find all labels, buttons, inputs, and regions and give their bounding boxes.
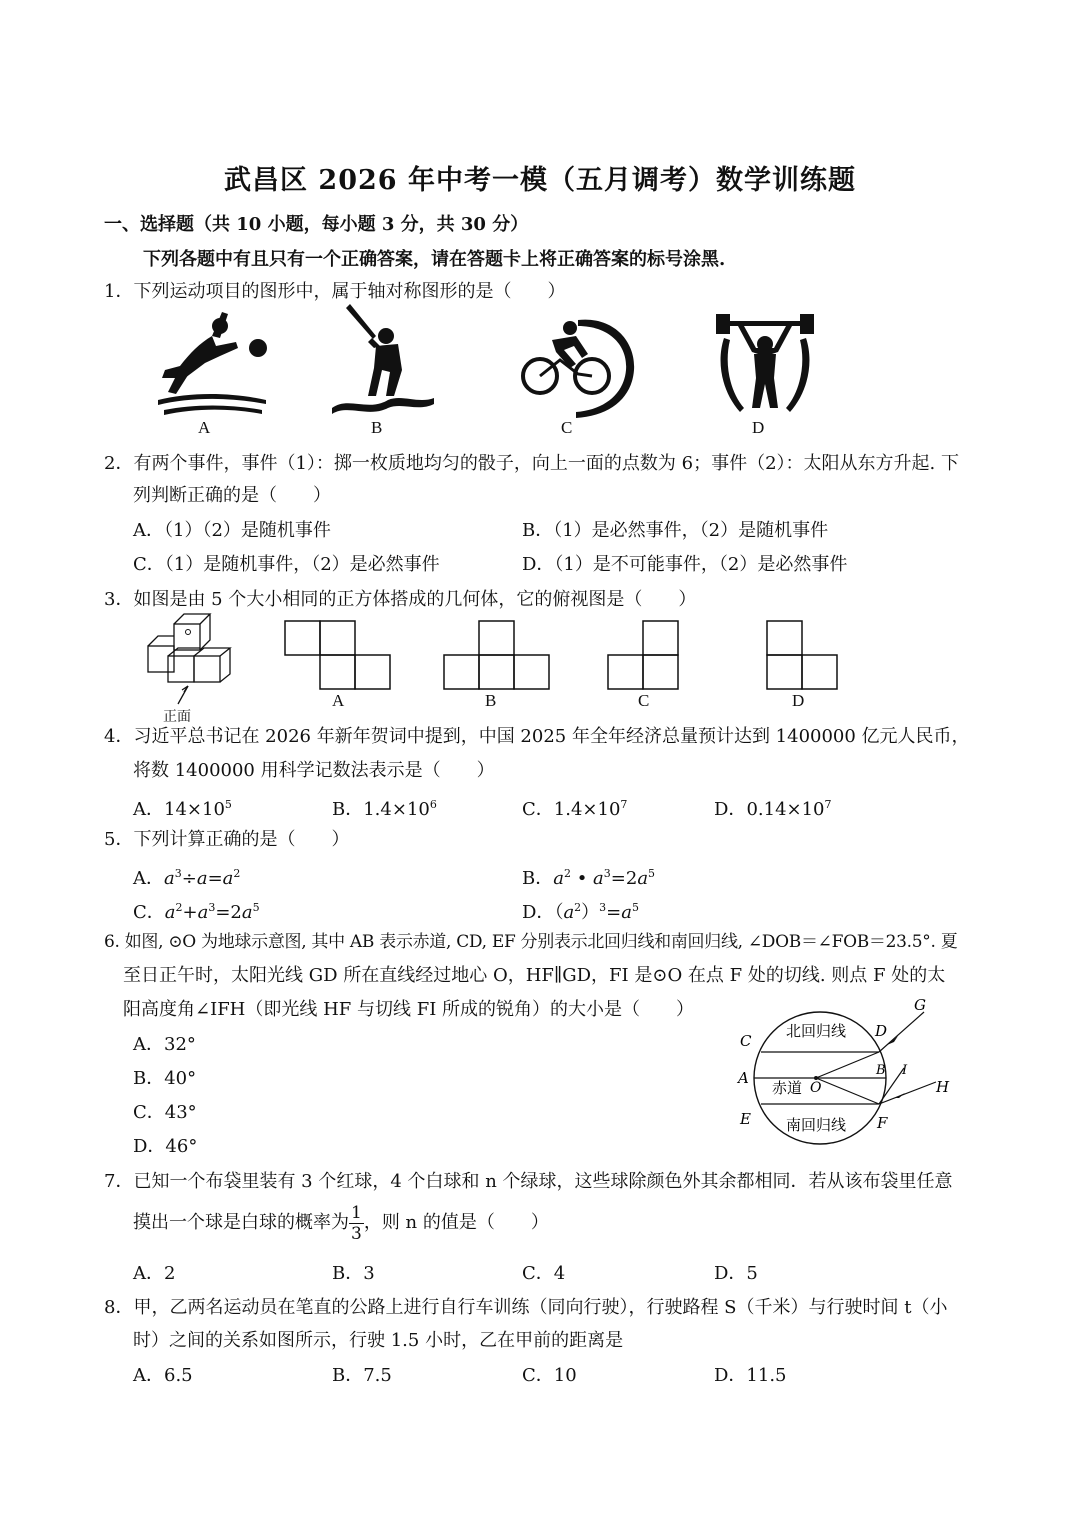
q3-label-b: B bbox=[485, 691, 497, 710]
q4-line1: 4．习近平总书记在 2026 年新年贺词中提到，中国 2025 年全年经济总量预计达到 1400000 亿元人民币， bbox=[104, 726, 970, 747]
q2-line2: 列判断正确的是（ ） bbox=[133, 485, 331, 506]
q7-option-c: C．4 bbox=[522, 1263, 566, 1284]
q6-line1: 6. 如图, ⊙O 为地球示意图, 其中 AB 表示赤道, CD, EF 分别表示北回归线和南回归线, ∠DOB＝∠FOB＝23.5°. 夏 bbox=[104, 932, 958, 952]
q4-option-d: D．$0.14\times 10^7$ bbox=[714, 798, 832, 820]
q3-text: 3．如图是由 5 个大小相同的正方体搭成的几何体，它的俯视图是（ ） bbox=[104, 589, 697, 610]
page-title: 武昌区 2026 年中考一模（五月调考）数学训练题 bbox=[224, 165, 856, 196]
q7-line1: 7．已知一个布袋里装有 3 个红球，4 个白球和 n 个绿球，这些球除颜色外其余都相同．若从该布袋里任意 bbox=[104, 1171, 953, 1192]
q1-text: 1．下列运动项目的图形中，属于轴对称图形的是（ ） bbox=[104, 281, 566, 302]
tropic-capricorn-label: 南回归线 bbox=[786, 1116, 847, 1134]
q8-line2: 时）之间的关系如图所示，行驶 1.5 小时，乙在甲前的距离是 bbox=[133, 1330, 624, 1351]
q7-option-d: D．5 bbox=[714, 1263, 758, 1284]
q6-option-b: B．40° bbox=[133, 1068, 197, 1089]
tropic-cancer-label: 北回归线 bbox=[786, 1022, 847, 1040]
q8-option-a: A．6.5 bbox=[133, 1365, 193, 1386]
point-d-label: D bbox=[875, 1022, 888, 1040]
q5-option-c: C．$a^2+a^3=2a^5$ bbox=[133, 901, 260, 923]
q7-option-a: A．2 bbox=[133, 1263, 176, 1284]
q2-option-a: A．（1）（2）是随机事件 bbox=[133, 520, 331, 541]
q2-line1: 2．有两个事件，事件（1）：掷一枚质地均匀的骰子，向上一面的点数为 6；事件（2）：太阳从东方升起. 下 bbox=[104, 453, 959, 474]
point-c-label: C bbox=[740, 1032, 752, 1050]
point-a-label: A bbox=[738, 1069, 749, 1087]
q1-label-a: A bbox=[198, 418, 211, 437]
q3-label-c: C bbox=[638, 691, 650, 710]
equator-label: 赤道 bbox=[772, 1079, 803, 1097]
top-view-option-c bbox=[607, 620, 681, 692]
point-i-label: I bbox=[902, 1063, 908, 1078]
q6-option-d: D．46° bbox=[133, 1136, 198, 1157]
q6-option-a: A．32° bbox=[133, 1034, 196, 1055]
point-f-label: F bbox=[877, 1114, 888, 1132]
volleyball-figure bbox=[150, 308, 270, 418]
point-o-label: O bbox=[810, 1080, 822, 1096]
golf-figure bbox=[328, 300, 438, 418]
q2-option-b: B．（1）是必然事件，（2）是随机事件 bbox=[522, 520, 829, 541]
q3-label-d: D bbox=[792, 691, 805, 710]
q5-option-d: D．$(a^2)^3=a^5$ bbox=[522, 901, 639, 923]
q2-option-c: C．（1）是随机事件，（2）是必然事件 bbox=[133, 554, 440, 575]
point-b-label: B bbox=[876, 1063, 886, 1078]
q7-line2: 摸出一个球是白球的概率为 $\frac{1}{3}$ ，则 n 的值是（ ） bbox=[133, 1202, 549, 1244]
earth-diagram bbox=[724, 990, 964, 1160]
q4-line2: 将数 1400000 用科学记数法表示是（ ） bbox=[133, 760, 495, 781]
q8-option-b: B．7.5 bbox=[332, 1365, 392, 1386]
q1-label-d: D bbox=[752, 418, 765, 437]
q6-line2: 至日正午时，太阳光线 GD 所在直线经过地心 O，HF∥GD，FI 是⊙O 在点 F 处的切线. 则点 F 处的太 bbox=[123, 965, 946, 986]
q6-option-c: C．43° bbox=[133, 1102, 197, 1123]
weightlifting-figure bbox=[712, 312, 818, 418]
cycling-figure bbox=[516, 314, 638, 420]
section-heading: 一、选择题（共 10 小题，每小题 3 分，共 30 分） bbox=[104, 214, 529, 235]
q2-option-d: D．（1）是不可能事件，（2）是必然事件 bbox=[522, 554, 848, 575]
q3-label-a: A bbox=[332, 691, 345, 710]
q1-label-c: C bbox=[561, 418, 573, 437]
q6-line3: 阳高度角∠IFH（即光线 HF 与切线 FI 所成的锐角）的大小是（ ） bbox=[123, 999, 695, 1020]
q1-label-b: B bbox=[371, 418, 383, 437]
top-view-option-b bbox=[443, 620, 551, 692]
top-view-option-a bbox=[284, 620, 392, 692]
top-view-option-d bbox=[766, 620, 840, 692]
q4-option-c: C．$1.4\times 10^7$ bbox=[522, 798, 628, 820]
q4-option-a: A．$14\times 10^5$ bbox=[133, 798, 232, 820]
q5-text: 5．下列计算正确的是（ ） bbox=[104, 829, 350, 850]
probability-fraction: $\frac{1}{3}$ bbox=[351, 1202, 362, 1244]
front-view-label: 正面 bbox=[163, 709, 191, 725]
q8-option-c: C．10 bbox=[522, 1365, 577, 1386]
q4-option-b: B．$1.4\times 10^6$ bbox=[332, 798, 437, 820]
section-instruction: 下列各题中有且只有一个正确答案，请在答题卡上将正确答案的标号涂黑. bbox=[143, 249, 726, 270]
q5-option-a: A．$a^3\div a=a^2$ bbox=[133, 867, 241, 889]
q7-option-b: B．3 bbox=[332, 1263, 375, 1284]
q8-line1: 8．甲，乙两名运动员在笔直的公路上进行自行车训练（同向行驶），行驶路程 S（千米）与行驶时间 t（小 bbox=[104, 1297, 948, 1318]
q8-option-d: D．11.5 bbox=[714, 1365, 787, 1386]
point-e-label: E bbox=[740, 1110, 751, 1128]
point-h-label: H bbox=[936, 1078, 950, 1096]
point-g-label: G bbox=[914, 996, 926, 1014]
cube-solid-figure bbox=[140, 608, 240, 718]
q5-option-b: B．$a^2$ • $a^3=2a^5$ bbox=[522, 867, 656, 889]
